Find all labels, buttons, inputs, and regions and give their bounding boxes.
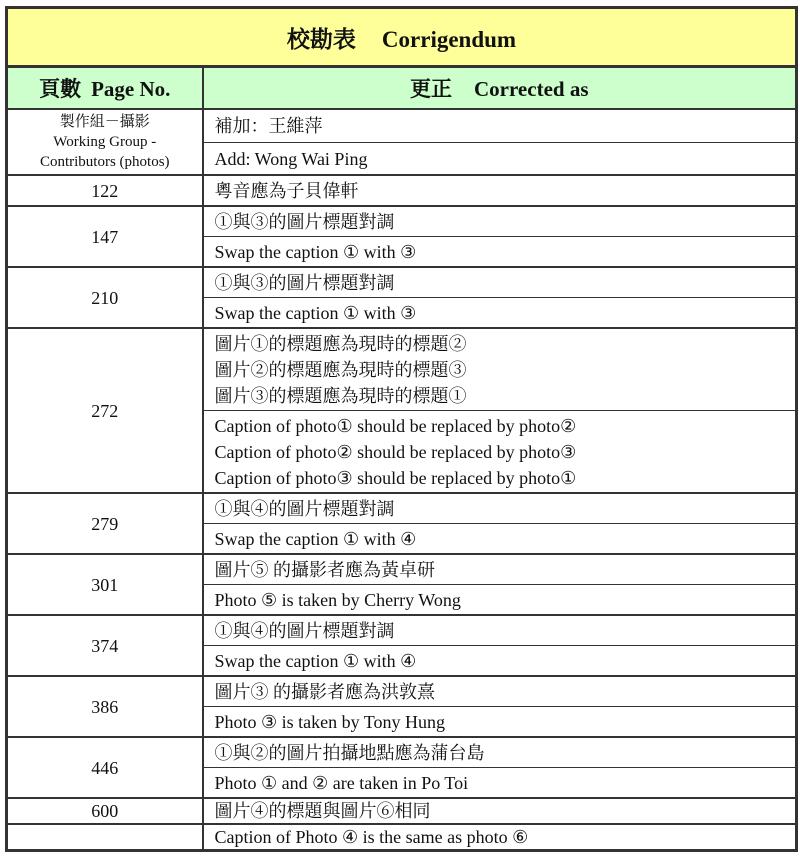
correction-line: Caption of photo③ should be replaced by photo① (214, 468, 577, 488)
column-header-corrected-zh: 更正 (410, 77, 452, 101)
correction-cell-en (203, 646, 797, 677)
page-cell-line: 272 (91, 400, 119, 421)
correction-line: Swap the caption ① with ③ (214, 303, 417, 323)
correction-cell-zh (203, 328, 797, 411)
page-cell-line: 147 (91, 226, 119, 247)
page-cell (7, 798, 203, 824)
correction-line: 粵音應為子貝偉軒 (214, 181, 359, 201)
correction-cell-zh (203, 267, 797, 298)
correction-line: Photo ① and ② are taken in Po Toi (214, 773, 469, 793)
correction-cell-zh (203, 493, 797, 524)
page-cell (7, 175, 203, 206)
page-cell-line: 386 (91, 696, 119, 717)
correction-cell-en (203, 824, 797, 851)
correction-cell-zh (203, 206, 797, 237)
document-title-en: Corrigendum (381, 26, 517, 52)
correction-cell-en (203, 237, 797, 268)
page-cell (7, 109, 203, 175)
correction-line: Swap the caption ① with ④ (214, 529, 417, 549)
correction-line: Caption of Photo ④ is the same as photo ⑥ (214, 827, 529, 847)
correction-row (7, 554, 797, 585)
column-header-page-en: Page No. (91, 77, 171, 101)
correction-row (7, 798, 797, 824)
page-cell-line: 374 (91, 635, 119, 656)
correction-line: ①與②的圖片拍攝地點應為蒲台島 (214, 743, 485, 763)
page-cell-line: Contributors (photos) (39, 154, 170, 170)
correction-line: ①與③的圖片標題對調 (214, 212, 395, 232)
correction-line: Swap the caption ① with ④ (214, 651, 417, 671)
correction-cell-zh (203, 676, 797, 707)
correction-cell-en (203, 524, 797, 555)
page-cell (7, 737, 203, 798)
page-cell-line: 600 (91, 801, 119, 821)
correction-cell-en (203, 585, 797, 616)
page-cell (7, 493, 203, 554)
column-header-page-zh: 頁數 (39, 77, 82, 101)
correction-line: 圖片③ 的攝影者應為洪敦熹 (214, 682, 435, 702)
correction-line: Caption of photo① should be replaced by photo② (214, 416, 577, 436)
page-cell (7, 554, 203, 615)
correction-cell-zh (203, 798, 797, 824)
correction-cell-zh (203, 175, 797, 206)
correction-row (7, 175, 797, 206)
correction-cell-zh (203, 615, 797, 646)
correction-line: Photo ⑤ is taken by Cherry Wong (214, 590, 461, 610)
correction-row (7, 267, 797, 298)
correction-line: 圖片④的標題與圖片⑥相同 (214, 801, 431, 821)
correction-line: Add: Wong Wai Ping (214, 148, 368, 169)
page-cell-line: 210 (91, 287, 119, 308)
correction-cell-en (203, 707, 797, 738)
correction-line: Photo ③ is taken by Tony Hung (214, 712, 446, 732)
correction-cell-en (203, 411, 797, 494)
document-title-zh: 校勘表 (286, 26, 356, 52)
correction-line: 圖片②的標題應為現時的標題③ (214, 360, 467, 380)
correction-rows (7, 109, 797, 851)
correction-cell-zh (203, 554, 797, 585)
correction-row (7, 615, 797, 646)
correction-row (7, 737, 797, 768)
correction-row (7, 824, 797, 851)
correction-line: ①與③的圖片標題對調 (214, 273, 395, 293)
page-cell (7, 676, 203, 737)
correction-cell-en (203, 142, 797, 175)
page-cell (7, 206, 203, 267)
correction-line: Caption of photo② should be replaced by photo③ (214, 442, 577, 462)
page-cell (7, 615, 203, 676)
correction-line: 補加：王維萍 (214, 116, 323, 137)
page-cell-line: 279 (91, 513, 119, 534)
correction-row (7, 206, 797, 237)
column-header-corrected-en: Corrected as (474, 77, 589, 101)
correction-cell-zh (203, 109, 797, 142)
correction-row (7, 676, 797, 707)
column-header-corrected (203, 67, 797, 110)
correction-line: 圖片①的標題應為現時的標題② (214, 334, 467, 354)
correction-row (7, 328, 797, 411)
correction-row (7, 109, 797, 142)
correction-line: 圖片③的標題應為現時的標題① (214, 386, 467, 406)
correction-cell-zh (203, 737, 797, 768)
corrigendum-table (5, 6, 798, 852)
correction-line: 圖片⑤ 的攝影者應為黃卓研 (214, 560, 435, 580)
title-row (7, 8, 797, 67)
page-cell-line: Working Group - (53, 134, 157, 150)
page-cell-line: 446 (91, 757, 119, 778)
document-title (7, 8, 797, 67)
page-cell-line: 122 (91, 180, 119, 201)
correction-line: Swap the caption ① with ③ (214, 242, 417, 262)
column-header-row (7, 67, 797, 110)
page-cell (7, 267, 203, 328)
column-header-page (7, 67, 203, 110)
correction-cell-en (203, 768, 797, 799)
correction-line: ①與④的圖片標題對調 (214, 499, 395, 519)
correction-row (7, 493, 797, 524)
correction-cell-en (203, 298, 797, 329)
correction-line: ①與④的圖片標題對調 (214, 621, 395, 641)
page-cell (7, 328, 203, 493)
page-cell (7, 824, 203, 851)
page-cell-line: 301 (91, 574, 119, 595)
page-cell-line: 製作組－攝影 (59, 114, 150, 130)
